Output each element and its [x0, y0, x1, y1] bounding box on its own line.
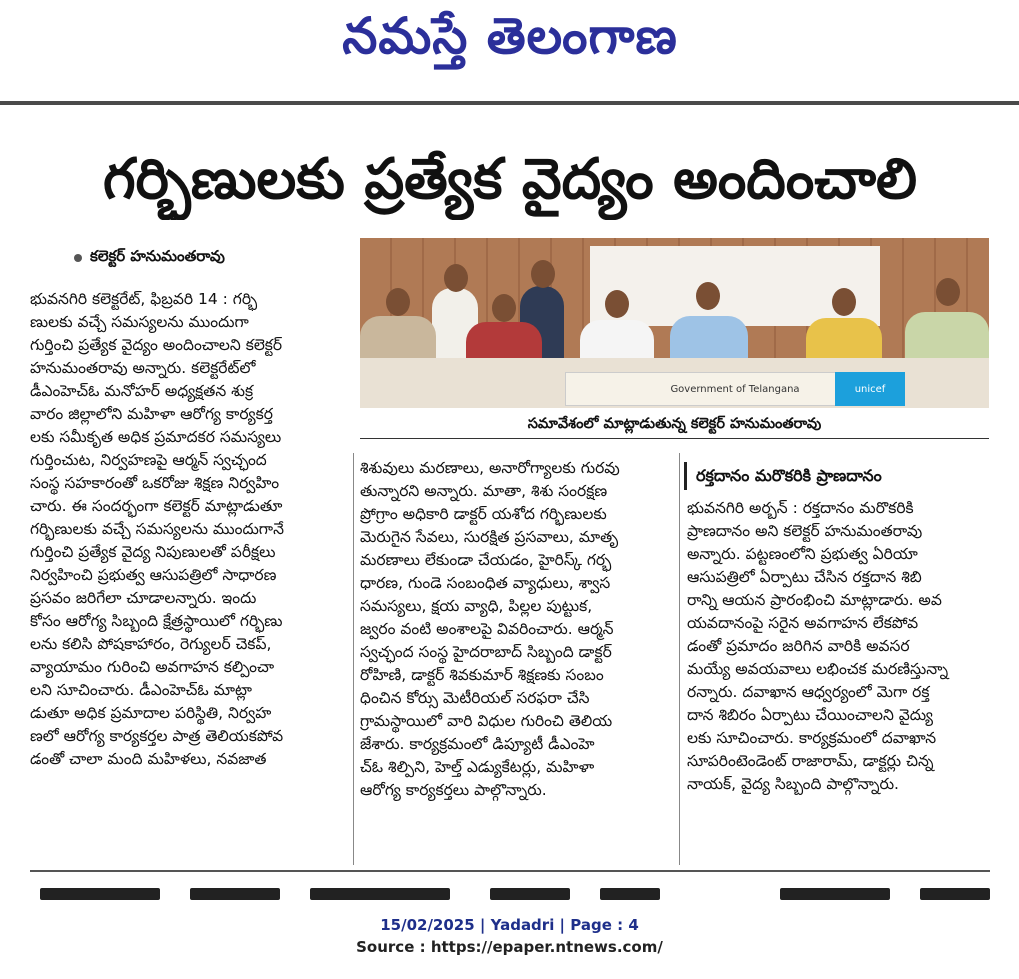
article-line: గర్భిణులకు వచ్చే సమస్యలను ముందుగానే	[30, 520, 284, 538]
article-line: ణులకు వచ్చే సమస్యలను ముందుగా	[30, 313, 249, 331]
article-line: లకు సమీకృత అధిక ప్రమాదకర సమస్యలు	[30, 428, 282, 446]
page-footer	[0, 914, 1019, 958]
article-line: డుతూ అధిక ప్రమాదాల పరిస్థితి, నిర్వహ	[30, 704, 272, 722]
photo-banner: Government of Telangana	[565, 372, 905, 406]
article-line: ప్రసవం జరిగేలా చూడాలన్నారు. ఇందు	[30, 589, 257, 607]
article-line: లని సూచించారు. డీఎంహెచ్ఓ మాట్లా	[30, 681, 252, 699]
article-line: గుర్తించి ప్రత్యేక వైద్యం అందించాలని కలెక్టర్	[30, 336, 283, 354]
edition-info: 15/02/2025 | Yadadri | Page : 4	[380, 916, 639, 934]
article-line: లకు సూచించారు. కార్యక్రమంలో దవాఖాన	[687, 729, 937, 747]
article-line: నిర్వహించి ప్రభుత్వ ఆసుపత్రిలో సాధారణ	[30, 566, 277, 584]
article-line: ప్రాణదానం అని కలెక్టర్ హనుమంతరావు	[687, 522, 923, 540]
article-line: డంతో ప్రమాదం జరిగిన వారికి అవసర	[687, 637, 910, 655]
article-line: సూపరింటెండెంట్ రాజారామ్, డాక్టర్లు చిన్న	[687, 752, 934, 770]
caption-divider	[360, 438, 989, 439]
article-line: మరణాలు లేకుండా చేయడం, హైరిస్క్ గర్భ	[360, 551, 612, 569]
photo-person-head	[832, 288, 856, 316]
unicef-logo: unicef	[835, 372, 905, 406]
article-line: దాన శిబిరం ఏర్పాటు చేయించాలని వైద్యు	[687, 706, 934, 724]
article-line: లను కలిసి పోషకాహారం, రెగ్యులర్ చెకప్,	[30, 635, 272, 653]
article-photo	[360, 238, 989, 408]
masthead-divider	[0, 101, 1019, 105]
article-line: చారు. ఈ సందర్భంగా కలెక్టర్ మాట్లాడుతూ	[30, 497, 283, 515]
article-line: రన్నారు. దవాఖాన ఆధ్వర్యంలో మెగా రక్త	[687, 683, 930, 701]
article-line: శిశువులు మరణాలు, అనారోగ్యాలకు గురవు	[360, 459, 620, 477]
column-divider	[353, 453, 354, 865]
article-line: మెరుగైన సేవలు, సురక్షిత ప్రసవాలు, మాతృ	[360, 528, 619, 546]
photo-person-head	[605, 290, 629, 318]
article-line: స్వచ్ఛంద సంస్థ హైదరాబాద్ సిబ్బంది డాక్టర్	[360, 643, 612, 661]
photo-person-head	[386, 288, 410, 316]
photo-person-head	[492, 294, 516, 322]
article-line: రాన్ని ఆయన ప్రారంభించి మాట్లాడారు. అవ	[687, 591, 942, 609]
article-line: చ్ఓ శిల్పిని, హెల్త్ ఎడ్యుకేటర్లు, మహిళా	[360, 758, 595, 776]
article-line: సమస్యలు, క్షయ వ్యాధి, పిల్లల పుట్టుక,	[360, 597, 593, 615]
headline: గర్భిణులకు ప్రత్యేక వైద్యం అందించాలి	[102, 147, 918, 212]
byline-text: కలెక్టర్ హనుమంతరావు	[90, 247, 225, 265]
article-line: రోహిణి, డాక్టర్ శివకుమార్ శిక్షణకు సంబం	[360, 666, 604, 684]
bullet-icon	[74, 254, 82, 262]
masthead	[0, 0, 1019, 100]
article-column-1	[30, 288, 346, 771]
article-line: ఆరోగ్య కార్యకర్తలు పాల్గొన్నారు.	[360, 781, 547, 799]
photo-person-head	[696, 282, 720, 310]
page-bottom-divider	[30, 870, 990, 872]
article-line: మయ్యే అవయవాలు లభించక మరణిస్తున్నా	[687, 660, 949, 678]
photo-caption: సమావేశంలో మాట్లాడుతున్న కలెక్టర్ హనుమంతరావు	[527, 416, 822, 432]
article-line: గుర్తించుట, నిర్వహణపై ఆర్మన్ స్వచ్ఛంద	[30, 451, 267, 469]
article-line: సంస్థ సహకారంతో ఒకరోజు శిక్షణ నిర్వహిం	[30, 474, 280, 492]
photo-person-head	[444, 264, 468, 292]
article-line: హనుమంతరావు అన్నారు. కలెక్టరేట్‌లో	[30, 359, 256, 377]
photo-screen	[590, 246, 880, 326]
article-column-3	[687, 497, 997, 796]
article-subheadline: రక్తదానం మరొకరికి ప్రాణదానం	[684, 460, 989, 492]
article-line: వారం జిల్లాలోని మహిళా ఆరోగ్య కార్యకర్త	[30, 405, 273, 423]
article-line: భువనగిరి కలెక్టరేట్, ఫిబ్రవరి 14 : గర్భి	[30, 290, 258, 308]
article-line: వ్యాయామం గురించి అవగాహన కల్పించా	[30, 658, 275, 676]
article-line: డీఎంహెచ్ఓ మనోహర్ అధ్యక్షతన శుక్ర	[30, 382, 254, 400]
article-line: ధారణ, గుండె సంబంధిత వ్యాధులు, శ్వాస	[360, 574, 611, 592]
article-line: యవదానంపై సరైన అవగాహన లేకపోవ	[687, 614, 919, 632]
article-line: జ్వరం వంటి అంశాలపై వివరించారు. ఆర్మన్	[360, 620, 614, 638]
article-line: ప్రోగ్రాం అధికారి డాక్టర్ యశోద గర్భిణులకు	[360, 505, 607, 523]
newspaper-logo: నమస్తే తెలంగాణ	[342, 6, 678, 65]
photo-person-head	[936, 278, 960, 306]
article-line: కోసం ఆరోగ్య సిబ్బంది క్షేత్రస్థాయిలో గర్భిణు	[30, 612, 283, 630]
article-line: భువనగిరి అర్బన్ : రక్తదానం మరొకరికి	[687, 499, 914, 517]
cropped-next-headline	[40, 888, 990, 900]
article-line: గ్రామస్థాయిలో వారి విధుల గురించి తెలియ	[360, 712, 613, 730]
article-line: ఆసుపత్రిలో ఏర్పాటు చేసిన రక్తదాన శిబి	[687, 568, 922, 586]
byline	[74, 247, 225, 269]
article-line: తున్నారని అన్నారు. మాతా, శిశు సంరక్షణ	[360, 482, 608, 500]
column-divider	[679, 453, 680, 865]
article-column-2	[360, 457, 673, 802]
article-line: ధించిన కోర్సు మెటీరియల్ సరఫరా చేసి	[360, 689, 590, 707]
article-line: అన్నారు. పట్టణంలోని ప్రభుత్వ ఏరియా	[687, 545, 918, 563]
article-line: నాయక్, వైద్య సిబ్బంది పాల్గొన్నారు.	[687, 775, 899, 793]
article-line: డంతో చాలా మంది మహిళలు, నవజాత	[30, 750, 267, 768]
article-line: ణలో ఆరోగ్య కార్యకర్తల పాత్ర తెలియకపోవ	[30, 727, 284, 745]
source-link[interactable]: Source : https://epaper.ntnews.com/	[356, 938, 663, 956]
article-line: జేశారు. కార్యక్రమంలో డిప్యూటీ డీఎంహె	[360, 735, 595, 753]
article-line: గుర్తించి ప్రత్యేక వైద్య నిపుణులతో పరీక్షలు	[30, 543, 276, 561]
photo-person-head	[531, 260, 555, 288]
